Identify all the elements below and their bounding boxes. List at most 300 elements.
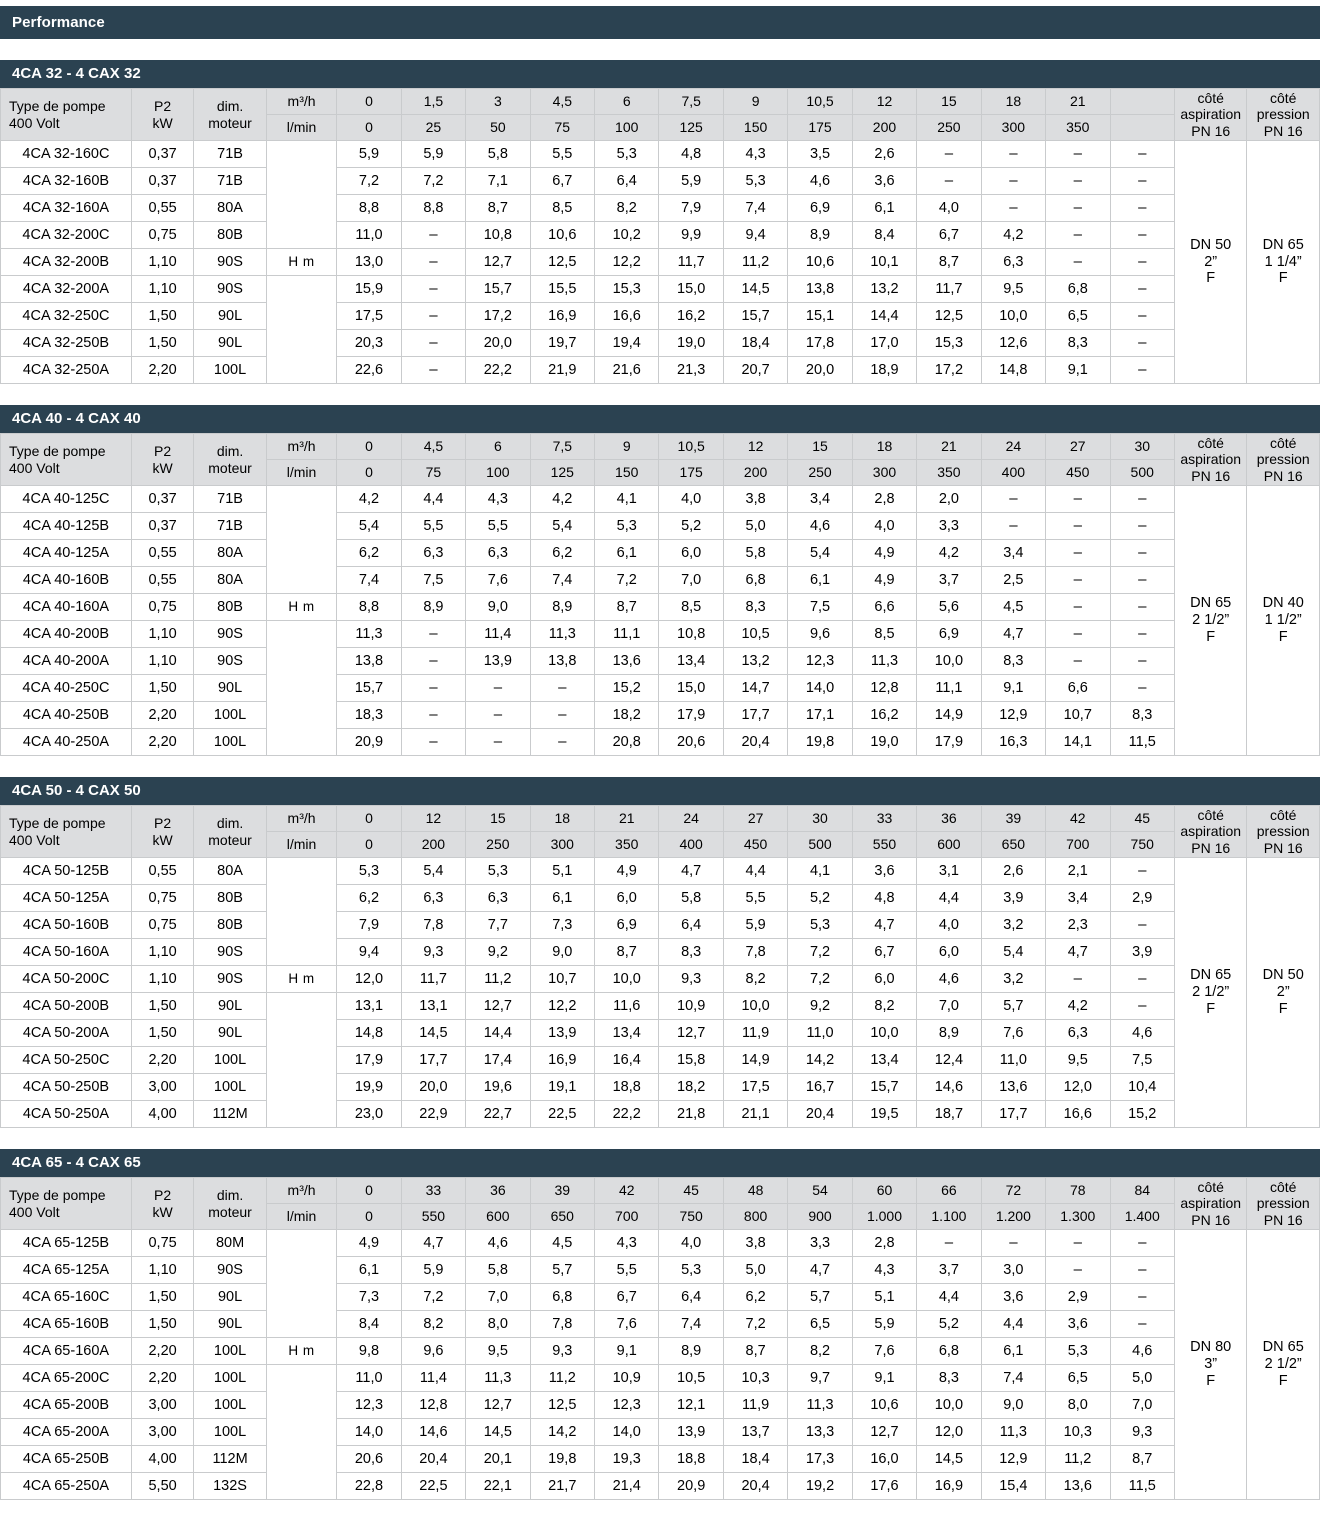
cell-motor-size: 71B [194, 168, 266, 195]
header-flow-lmin-5: 175 [659, 460, 723, 486]
cell-head-value: 21,9 [530, 357, 594, 384]
header-flow-m3h-12: 84 [1110, 1178, 1174, 1204]
cell-head-value: 9,7 [788, 1365, 852, 1392]
header-pump-type-line1: Type de pompe [9, 815, 106, 832]
cell-hm-label: H m [266, 966, 336, 993]
cell-head-value: – [1110, 168, 1174, 195]
table-row [1, 858, 1320, 885]
header-flow-m3h-8: 60 [852, 1178, 916, 1204]
header-unit-m3h: m³/h [266, 89, 336, 115]
cell-head-value: 7,6 [466, 567, 530, 594]
header-pressure-side [1247, 1178, 1320, 1230]
table-gap [0, 384, 1320, 405]
cell-head-value: 10,8 [659, 621, 723, 648]
cell-motor-size: 80B [194, 885, 266, 912]
table-row [1, 1047, 1320, 1074]
cell-head-value: 6,1 [595, 540, 659, 567]
table-row [1, 885, 1320, 912]
cell-head-value: 16,9 [917, 1473, 981, 1500]
cell-head-value: 18,4 [723, 330, 787, 357]
cell-head-value: 6,8 [917, 1338, 981, 1365]
cell-head-value: 5,2 [788, 885, 852, 912]
cell-p2: 0,37 [131, 486, 193, 513]
cell-head-value: 12,0 [337, 966, 401, 993]
cell-head-value: 12,5 [917, 303, 981, 330]
header-suction-side [1174, 89, 1246, 141]
cell-head-value: 17,9 [659, 702, 723, 729]
header-flow-m3h-9: 66 [917, 1178, 981, 1204]
cell-head-value: 2,6 [852, 141, 916, 168]
table-row [1, 939, 1320, 966]
cell-head-value: 6,0 [917, 939, 981, 966]
cell-head-value: 13,9 [466, 648, 530, 675]
header-pump-type [1, 806, 132, 858]
header-suction-line2: aspiration [1180, 1195, 1242, 1212]
cell-head-value: 13,3 [788, 1419, 852, 1446]
cell-hm-spacer-top [266, 486, 336, 594]
cell-p2: 2,20 [131, 1047, 193, 1074]
table-row [1, 1365, 1320, 1392]
cell-head-value: 6,6 [852, 594, 916, 621]
cell-head-value: – [1110, 1311, 1174, 1338]
cell-head-value: 14,5 [401, 1020, 465, 1047]
cell-head-value: 21,4 [595, 1473, 659, 1500]
cell-head-value: 6,3 [1046, 1020, 1110, 1047]
cell-head-value: – [401, 249, 465, 276]
cell-head-value: 5,1 [852, 1284, 916, 1311]
section-title-4ca40 [0, 405, 1320, 433]
cell-pump-type: 4CA 50-200A [1, 1020, 132, 1047]
cell-head-value: 10,6 [788, 249, 852, 276]
cell-head-value: 4,1 [788, 858, 852, 885]
cell-head-value: – [1046, 168, 1110, 195]
cell-head-value: 4,7 [852, 912, 916, 939]
cell-head-value: – [1046, 141, 1110, 168]
cell-head-value: 20,4 [401, 1446, 465, 1473]
header-flow-m3h-3: 39 [530, 1178, 594, 1204]
cell-p2: 1,10 [131, 621, 193, 648]
cell-head-value: – [1110, 966, 1174, 993]
header-flow-lmin-11: 450 [1046, 460, 1110, 486]
header-pressure-line2: pression [1256, 1195, 1310, 1212]
cell-head-value: 4,8 [659, 141, 723, 168]
cell-head-value: 5,8 [466, 1257, 530, 1284]
cell-motor-size: 90L [194, 1311, 266, 1338]
cell-head-value: 5,7 [981, 993, 1045, 1020]
pressure-line-0: DN 50 [1262, 967, 1304, 984]
table-row [1, 1446, 1320, 1473]
cell-head-value: 11,0 [337, 222, 401, 249]
cell-head-value: 8,5 [530, 195, 594, 222]
cell-head-value: – [1110, 675, 1174, 702]
header-suction-line3: PN 16 [1191, 467, 1231, 484]
header-flow-m3h-11: 27 [1046, 434, 1110, 460]
header-flow-lmin-5: 125 [659, 115, 723, 141]
cell-head-value: 19,3 [595, 1446, 659, 1473]
cell-head-value: – [1046, 567, 1110, 594]
header-pressure-side [1247, 434, 1320, 486]
cell-motor-size: 100L [194, 357, 266, 384]
cell-pump-type: 4CA 32-160C [1, 141, 132, 168]
cell-head-value: 5,9 [401, 141, 465, 168]
cell-head-value: 15,3 [595, 276, 659, 303]
cell-head-value: 10,3 [1046, 1419, 1110, 1446]
table-row [1, 486, 1320, 513]
cell-head-value: 9,1 [981, 675, 1045, 702]
table-row [1, 303, 1320, 330]
cell-head-value: 8,3 [917, 1365, 981, 1392]
cell-head-value: – [401, 222, 465, 249]
cell-head-value: – [530, 702, 594, 729]
cell-head-value: 17,3 [788, 1446, 852, 1473]
cell-head-value: – [1110, 1257, 1174, 1284]
cell-head-value: 7,2 [723, 1311, 787, 1338]
cell-head-value: 5,5 [723, 885, 787, 912]
header-flow-m3h-6: 9 [723, 89, 787, 115]
header-flow-m3h-4: 21 [595, 806, 659, 832]
cell-head-value: 10,2 [595, 222, 659, 249]
cell-head-value: 17,0 [852, 330, 916, 357]
cell-head-value: 6,1 [788, 567, 852, 594]
cell-p2: 1,50 [131, 1020, 193, 1047]
cell-head-value: 15,7 [723, 303, 787, 330]
cell-head-value: 7,6 [852, 1338, 916, 1365]
cell-head-value: 14,5 [917, 1446, 981, 1473]
header-flow-m3h-2: 15 [466, 806, 530, 832]
cell-p2: 1,50 [131, 303, 193, 330]
cell-head-value: 20,4 [723, 1473, 787, 1500]
cell-motor-size: 90S [194, 966, 266, 993]
cell-head-value: – [1110, 195, 1174, 222]
header-flow-m3h-3: 4,5 [530, 89, 594, 115]
cell-head-value: 17,7 [981, 1101, 1045, 1128]
cell-p2: 4,00 [131, 1446, 193, 1473]
cell-head-value: 10,0 [852, 1020, 916, 1047]
pressure-line-0: DN 65 [1262, 1339, 1304, 1356]
header-flow-m3h-8: 33 [852, 806, 916, 832]
cell-pump-type: 4CA 65-125A [1, 1257, 132, 1284]
header-flow-lmin-9: 600 [917, 832, 981, 858]
section-title-label: 4CA 50 - 4 CAX 50 [12, 782, 141, 799]
cell-head-value: – [1110, 486, 1174, 513]
suction-line-0: DN 65 [1190, 967, 1232, 984]
cell-head-value: 6,7 [852, 939, 916, 966]
table-row [1, 702, 1320, 729]
table-row [1, 1257, 1320, 1284]
header-p2-line1: P2 [154, 98, 172, 115]
cell-pump-type: 4CA 50-160B [1, 912, 132, 939]
cell-head-value: 12,6 [981, 330, 1045, 357]
cell-head-value: 18,7 [917, 1101, 981, 1128]
cell-head-value: 7,2 [401, 168, 465, 195]
cell-head-value: 10,7 [530, 966, 594, 993]
cell-head-value: – [981, 1230, 1045, 1257]
cell-head-value: 3,5 [788, 141, 852, 168]
cell-head-value: 20,7 [723, 357, 787, 384]
header-pump-type-line2: 400 Volt [9, 1203, 60, 1220]
header-flow-lmin-11: 700 [1046, 832, 1110, 858]
cell-head-value: – [1110, 1230, 1174, 1257]
cell-head-value: – [1110, 222, 1174, 249]
cell-motor-size: 90L [194, 993, 266, 1020]
performance-table-4ca32 [0, 88, 1320, 384]
pressure-line-2: F [1278, 628, 1288, 645]
cell-p2: 3,00 [131, 1419, 193, 1446]
cell-head-value: 3,0 [981, 1257, 1045, 1284]
cell-head-value: 5,4 [337, 513, 401, 540]
pressure-line-1: 1 1/2” [1264, 612, 1302, 629]
cell-head-value: 13,1 [337, 993, 401, 1020]
cell-pump-type: 4CA 40-125A [1, 540, 132, 567]
cell-head-value: 5,8 [723, 540, 787, 567]
cell-p2: 1,10 [131, 648, 193, 675]
cell-head-value: 8,4 [852, 222, 916, 249]
header-pump-type [1, 1178, 132, 1230]
header-flow-m3h-11: 42 [1046, 806, 1110, 832]
cell-head-value: – [981, 513, 1045, 540]
cell-head-value: 9,5 [981, 276, 1045, 303]
cell-head-value: – [917, 168, 981, 195]
cell-motor-size: 80B [194, 912, 266, 939]
header-motor-line2: moteur [208, 459, 252, 476]
cell-head-value: 10,0 [723, 993, 787, 1020]
cell-head-value: 5,1 [530, 858, 594, 885]
cell-pressure-spec [1247, 141, 1320, 384]
cell-head-value: 7,0 [917, 993, 981, 1020]
header-row-flow-m3h [1, 806, 1320, 832]
cell-pump-type: 4CA 32-250A [1, 357, 132, 384]
header-flow-lmin-8: 550 [852, 832, 916, 858]
cell-head-value: 7,3 [337, 1284, 401, 1311]
header-pump-type-line2: 400 Volt [9, 459, 60, 476]
table-row [1, 993, 1320, 1020]
header-flow-lmin-12: 750 [1110, 832, 1174, 858]
table-row [1, 1311, 1320, 1338]
cell-head-value: 9,0 [530, 939, 594, 966]
header-flow-m3h-1: 12 [401, 806, 465, 832]
cell-head-value: 7,9 [337, 912, 401, 939]
banner-title: Performance [12, 13, 105, 31]
cell-head-value: 7,0 [1110, 1392, 1174, 1419]
header-motor-line1: dim. [216, 98, 244, 115]
cell-p2: 1,10 [131, 939, 193, 966]
cell-hm-spacer-bottom [266, 276, 336, 384]
header-flow-m3h-6: 12 [723, 434, 787, 460]
header-row-flow-m3h [1, 89, 1320, 115]
cell-p2: 1,50 [131, 993, 193, 1020]
cell-p2: 1,50 [131, 1284, 193, 1311]
cell-head-value: – [981, 168, 1045, 195]
header-flow-m3h-10: 18 [981, 89, 1045, 115]
table-row [1, 729, 1320, 756]
header-flow-m3h-4: 6 [595, 89, 659, 115]
cell-head-value: 11,5 [1110, 729, 1174, 756]
banner-gap [0, 39, 1320, 60]
cell-p2: 0,75 [131, 1230, 193, 1257]
header-pressure-line3: PN 16 [1263, 467, 1303, 484]
cell-head-value: 9,0 [981, 1392, 1045, 1419]
header-row-flow-m3h [1, 1178, 1320, 1204]
cell-head-value: – [466, 702, 530, 729]
cell-head-value: 15,7 [337, 675, 401, 702]
suction-line-1: 3” [1204, 1356, 1218, 1373]
cell-head-value: 13,4 [852, 1047, 916, 1074]
header-suction-line3: PN 16 [1191, 1211, 1231, 1228]
cell-p2: 0,75 [131, 594, 193, 621]
cell-head-value: – [401, 675, 465, 702]
cell-head-value: 8,7 [1110, 1446, 1174, 1473]
cell-head-value: 7,8 [530, 1311, 594, 1338]
cell-head-value: – [1110, 303, 1174, 330]
cell-head-value: 14,6 [917, 1074, 981, 1101]
header-pressure-side [1247, 89, 1320, 141]
cell-head-value: 6,2 [337, 540, 401, 567]
cell-motor-size: 90S [194, 648, 266, 675]
cell-head-value: 9,3 [1110, 1419, 1174, 1446]
suction-line-1: 2” [1204, 253, 1218, 270]
table-row [1, 675, 1320, 702]
cell-p2: 1,10 [131, 1257, 193, 1284]
cell-p2: 3,00 [131, 1392, 193, 1419]
cell-head-value: 14,5 [466, 1419, 530, 1446]
cell-head-value: 9,4 [723, 222, 787, 249]
header-flow-m3h-11: 78 [1046, 1178, 1110, 1204]
header-pressure-line3: PN 16 [1263, 122, 1303, 139]
header-flow-m3h-7: 10,5 [788, 89, 852, 115]
header-flow-m3h-7: 15 [788, 434, 852, 460]
cell-pump-type: 4CA 65-200B [1, 1392, 132, 1419]
header-motor-size [194, 89, 266, 141]
cell-head-value: 8,2 [401, 1311, 465, 1338]
cell-head-value: 15,4 [981, 1473, 1045, 1500]
cell-head-value: – [917, 141, 981, 168]
cell-head-value: 3,3 [788, 1230, 852, 1257]
cell-head-value: 13,8 [337, 648, 401, 675]
suction-line-1: 2 1/2” [1192, 612, 1230, 629]
header-pressure-line1: côté [1269, 1179, 1297, 1196]
cell-head-value: 22,8 [337, 1473, 401, 1500]
cell-head-value: 6,8 [1046, 276, 1110, 303]
cell-head-value: 12,5 [530, 249, 594, 276]
cell-motor-size: 90S [194, 276, 266, 303]
cell-head-value: 3,6 [1046, 1311, 1110, 1338]
cell-motor-size: 100L [194, 702, 266, 729]
cell-head-value: 2,9 [1046, 1284, 1110, 1311]
header-flow-lmin-3: 125 [530, 460, 594, 486]
cell-head-value: 19,1 [530, 1074, 594, 1101]
cell-head-value: 5,4 [401, 858, 465, 885]
cell-hm-label: H m [266, 249, 336, 276]
cell-head-value: 7,4 [530, 567, 594, 594]
cell-head-value: 11,2 [530, 1365, 594, 1392]
cell-head-value: 4,0 [852, 513, 916, 540]
header-flow-lmin-5: 400 [659, 832, 723, 858]
cell-head-value: 16,6 [595, 303, 659, 330]
cell-head-value: 18,2 [595, 702, 659, 729]
header-pressure-line1: côté [1269, 807, 1297, 824]
table-header [1, 1178, 1320, 1230]
cell-head-value: 11,9 [723, 1020, 787, 1047]
cell-motor-size: 80B [194, 594, 266, 621]
cell-head-value: 19,8 [530, 1446, 594, 1473]
cell-pump-type: 4CA 50-125A [1, 885, 132, 912]
cell-head-value: 6,7 [595, 1284, 659, 1311]
cell-head-value: 2,1 [1046, 858, 1110, 885]
cell-head-value: 17,6 [852, 1473, 916, 1500]
cell-head-value: 15,2 [1110, 1101, 1174, 1128]
cell-head-value: 12,3 [788, 648, 852, 675]
cell-pump-type: 4CA 32-200C [1, 222, 132, 249]
cell-pump-type: 4CA 32-250B [1, 330, 132, 357]
cell-head-value: 3,8 [723, 1230, 787, 1257]
cell-pump-type: 4CA 40-250C [1, 675, 132, 702]
cell-head-value: 20,8 [595, 729, 659, 756]
cell-pump-type: 4CA 32-250C [1, 303, 132, 330]
cell-head-value: 12,7 [659, 1020, 723, 1047]
header-flow-lmin-0: 0 [337, 460, 401, 486]
cell-head-value: 9,2 [466, 939, 530, 966]
cell-head-value: 8,2 [852, 993, 916, 1020]
table-row [1, 648, 1320, 675]
table-body [1, 1230, 1320, 1500]
cell-head-value: 13,2 [723, 648, 787, 675]
cell-head-value: – [1046, 1257, 1110, 1284]
cell-head-value: 6,0 [659, 540, 723, 567]
header-pressure-line2: pression [1256, 106, 1310, 123]
cell-head-value: 12,0 [917, 1419, 981, 1446]
cell-head-value: 22,6 [337, 357, 401, 384]
cell-head-value: 5,5 [466, 513, 530, 540]
pressure-line-1: 2” [1276, 984, 1290, 1001]
header-flow-lmin-9: 350 [917, 460, 981, 486]
cell-head-value: 19,0 [659, 330, 723, 357]
cell-head-value: 4,2 [337, 486, 401, 513]
cell-head-value: 9,3 [659, 966, 723, 993]
header-pump-type-line1: Type de pompe [9, 443, 106, 460]
cell-head-value: 4,9 [852, 567, 916, 594]
cell-head-value: 20,0 [401, 1074, 465, 1101]
cell-head-value: 7,8 [401, 912, 465, 939]
cell-head-value: 17,7 [723, 702, 787, 729]
table-row [1, 195, 1320, 222]
cell-head-value: 7,6 [595, 1311, 659, 1338]
cell-head-value: – [466, 729, 530, 756]
cell-head-value: 4,1 [595, 486, 659, 513]
cell-head-value: 22,5 [530, 1101, 594, 1128]
cell-head-value: 10,1 [852, 249, 916, 276]
header-flow-lmin-10: 300 [981, 115, 1045, 141]
cell-head-value: 11,3 [337, 621, 401, 648]
cell-head-value: 21,6 [595, 357, 659, 384]
cell-head-value: 5,2 [917, 1311, 981, 1338]
cell-head-value: 6,9 [917, 621, 981, 648]
header-flow-m3h-5: 7,5 [659, 89, 723, 115]
header-flow-lmin-7: 900 [788, 1204, 852, 1230]
pressure-line-2: F [1278, 1000, 1288, 1017]
cell-head-value: 7,9 [659, 195, 723, 222]
cell-head-value: 4,3 [852, 1257, 916, 1284]
cell-head-value: 20,6 [659, 729, 723, 756]
cell-head-value: 15,2 [595, 675, 659, 702]
table-row [1, 249, 1320, 276]
cell-pump-type: 4CA 65-250B [1, 1446, 132, 1473]
header-flow-m3h-6: 27 [723, 806, 787, 832]
cell-p2: 2,20 [131, 357, 193, 384]
cell-head-value: 4,0 [659, 1230, 723, 1257]
table-row [1, 1392, 1320, 1419]
table-gap [0, 756, 1320, 777]
cell-head-value: 10,9 [659, 993, 723, 1020]
